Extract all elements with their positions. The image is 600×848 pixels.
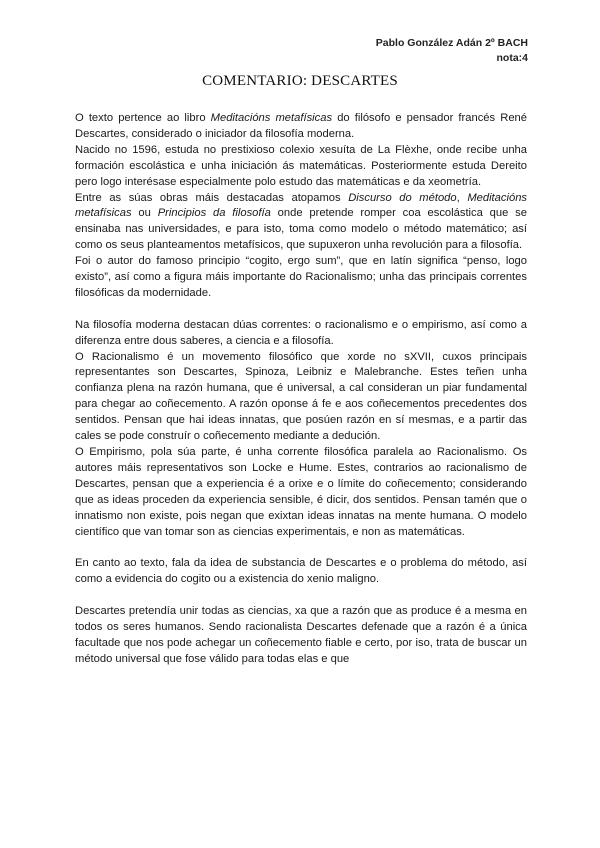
paragraph-4: Foi o autor do famoso principio “cogito, ergo sum”, que en latín significa “penso, logo existo”, así como a figura máis importante do Racionalismo; unha das principais correntes filosóficas da modernidade. [75,255,527,299]
book-title: Discurso do método [348,191,457,204]
author-line: Pablo González Adán 2º BACH [375,37,528,49]
paragraph-5: Na filosofía moderna destacan dúas correntes: o racionalismo e o empirismo, así como a diferenza entre dous saberes, a ciencia e a filosofía. [75,318,527,347]
book-title: Principios da filosofía [157,207,271,220]
paragraph-8: En canto ao texto, fala da idea de substancia de Descartes e o problema do método, así como a evidencia do cogito ou a existencia do xenio maligno. [75,557,527,586]
grade-line: nota:4 [496,52,528,64]
document-title: COMENTARIO: DESCARTES [202,73,398,89]
paragraph-3: Entre as súas obras máis destacadas atopamos Discurso do método, Meditacións metafísicas ou Principios da filosofía onde pretende romper coa escolástica que se ensinaba nas universidades, e para isto, toma como modelo o método matemático; así como os seus planteamentos metafísicos, que supuxeron unha revolución para a filosofía. [75,191,528,252]
book-title: Meditacións metafísicas [75,191,528,220]
document-header [376,36,528,66]
book-title: Meditacións metafísicas [210,112,333,124]
paragraph-7: O Empirismo, pola súa parte, é unha corrente filosófica paralela ao Racionalismo. Os autores máis representativos son Locke e Hume. Estes, contrarios ao racionalismo de Descartes, pensan que a experiencia é a orixe e o límite do coñecemento; considerando que as ideas proceden da experiencia sensible, é dicir, dos sentidos. Pensan tamén que o innatismo non existe, pois negan que exixtan ideas innatas na mente humana. O modelo científico que van tomar son as ciencias experimentais, e non as matemáticas. [75,446,527,538]
paragraph-6: O Racionalismo é un movemento filosófico que xorde no sXVII, cuxos principais representantes son Descartes, Spinoza, Leibniz e Malebranche. Estes teñen unha confianza plena na razón humana, que é universal, a cal consideran un piar fundamental para chegar ao coñecemento. A razón oponse á fe e aos coñecementos precedentes dos sentidos. Pensan que hai ideas innatas, que posúen razón en sí mesmas, e a partir das cales se pode construír o coñecemento mediante a dedución. [75,350,527,443]
document-body [75,111,527,668]
paragraph-9: Descartes pretendía unir todas as ciencias, xa que a razón que as produce é a mesma en todos os seres humanos. Sendo racionalista Descartes defenade que a razón é a única facultade que nos pode achegar un coñecemento fiable e certo, por iso, trata de buscar un método universal que fose válido para todas elas e que [75,605,527,665]
paragraph-1: O texto pertence ao libro Meditacións metafísicas do filósofo e pensador francés René Descartes, considerado o iniciador da filosofía moderna. [75,112,527,140]
paragraph-2: Nacido no 1596, estuda no prestixioso colexio xesuíta de La Flèxhe, onde recibe unha formación escolástica e unha iniciación ás matemáticas. Posteriormente estuda Dereito pero logo interésase especialmente polo estudo das matemáticas e da xeometría. [75,143,527,188]
